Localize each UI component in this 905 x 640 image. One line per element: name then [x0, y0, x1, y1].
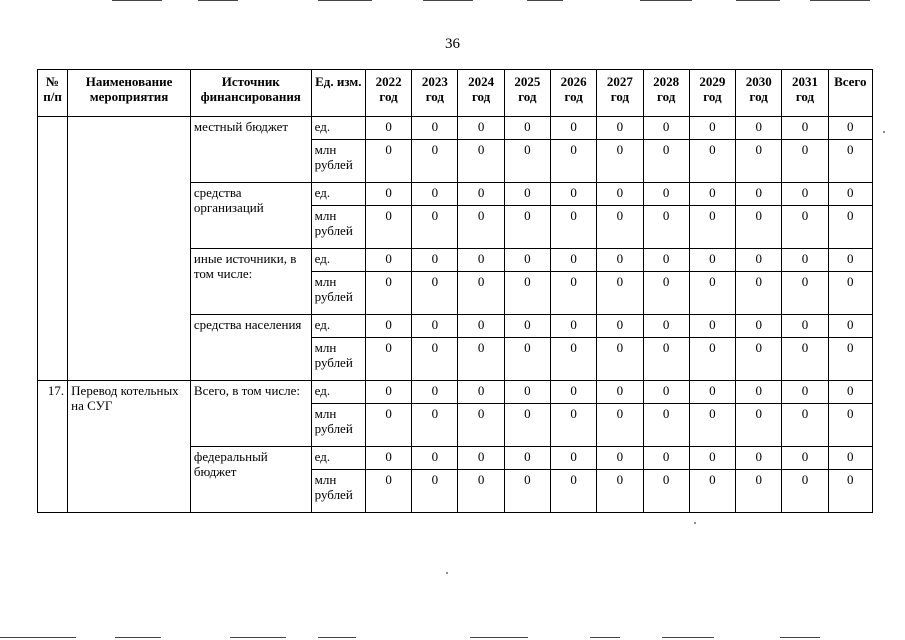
value-cell: 0 — [412, 338, 458, 381]
unit-cell: млн рублей — [311, 338, 365, 381]
value-cell: 0 — [412, 272, 458, 315]
value-cell: 0 — [412, 315, 458, 338]
value-cell: 0 — [782, 381, 828, 404]
value-cell: 0 — [643, 381, 689, 404]
value-cell: 0 — [412, 249, 458, 272]
value-cell: 0 — [736, 206, 782, 249]
value-cell: 0 — [643, 249, 689, 272]
value-cell: 0 — [458, 117, 504, 140]
value-cell: 0 — [458, 447, 504, 470]
value-cell: 0 — [643, 404, 689, 447]
value-cell: 0 — [365, 447, 411, 470]
value-cell: 0 — [458, 183, 504, 206]
value-cell: 0 — [412, 140, 458, 183]
value-cell: 0 — [782, 272, 828, 315]
value-cell: 0 — [782, 447, 828, 470]
value-cell: 0 — [736, 117, 782, 140]
value-cell: 0 — [736, 140, 782, 183]
value-cell: 0 — [597, 249, 643, 272]
value-cell: 0 — [504, 183, 550, 206]
value-cell: 0 — [504, 470, 550, 513]
header-row — [38, 70, 873, 117]
value-cell: 0 — [597, 404, 643, 447]
value-cell: 0 — [365, 206, 411, 249]
table-row — [38, 381, 873, 404]
scan-bottom-edge — [0, 637, 905, 639]
total-cell: 0 — [828, 206, 872, 249]
value-cell: 0 — [782, 470, 828, 513]
unit-cell: млн рублей — [311, 140, 365, 183]
unit-cell: млн рублей — [311, 470, 365, 513]
value-cell: 0 — [412, 404, 458, 447]
value-cell: 0 — [643, 315, 689, 338]
financing-table — [37, 69, 873, 513]
value-cell: 0 — [597, 117, 643, 140]
value-cell: 0 — [643, 338, 689, 381]
value-cell: 0 — [597, 381, 643, 404]
value-cell: 0 — [736, 470, 782, 513]
value-cell: 0 — [689, 338, 735, 381]
header-year-2029: 2029 год — [689, 70, 735, 117]
value-cell: 0 — [365, 381, 411, 404]
unit-cell: ед. — [311, 117, 365, 140]
value-cell: 0 — [643, 447, 689, 470]
scan-speck — [446, 572, 448, 574]
value-cell: 0 — [365, 404, 411, 447]
total-cell: 0 — [828, 381, 872, 404]
value-cell: 0 — [689, 381, 735, 404]
value-cell: 0 — [504, 249, 550, 272]
total-cell: 0 — [828, 183, 872, 206]
value-cell: 0 — [458, 381, 504, 404]
value-cell: 0 — [412, 117, 458, 140]
value-cell: 0 — [504, 338, 550, 381]
value-cell: 0 — [643, 183, 689, 206]
total-cell: 0 — [828, 117, 872, 140]
value-cell: 0 — [412, 381, 458, 404]
row-number: 17. — [38, 381, 68, 513]
value-cell: 0 — [736, 381, 782, 404]
value-cell: 0 — [412, 470, 458, 513]
header-year-2022: 2022 год — [365, 70, 411, 117]
unit-cell: ед. — [311, 381, 365, 404]
value-cell: 0 — [458, 315, 504, 338]
value-cell: 0 — [689, 470, 735, 513]
header-year-2023: 2023 год — [412, 70, 458, 117]
value-cell: 0 — [689, 117, 735, 140]
value-cell: 0 — [736, 183, 782, 206]
row-number — [38, 117, 68, 381]
value-cell: 0 — [736, 249, 782, 272]
unit-cell: ед. — [311, 183, 365, 206]
value-cell: 0 — [782, 140, 828, 183]
value-cell: 0 — [412, 206, 458, 249]
value-cell: 0 — [551, 206, 597, 249]
value-cell: 0 — [504, 140, 550, 183]
total-cell: 0 — [828, 272, 872, 315]
funding-source: средства населения — [190, 315, 311, 381]
value-cell: 0 — [736, 315, 782, 338]
header-total: Всего — [828, 70, 872, 117]
value-cell: 0 — [597, 315, 643, 338]
value-cell: 0 — [597, 447, 643, 470]
funding-source: Всего, в том числе: — [190, 381, 311, 447]
value-cell: 0 — [551, 117, 597, 140]
value-cell: 0 — [504, 381, 550, 404]
value-cell: 0 — [782, 183, 828, 206]
value-cell: 0 — [551, 338, 597, 381]
value-cell: 0 — [551, 470, 597, 513]
unit-cell: млн рублей — [311, 206, 365, 249]
value-cell: 0 — [689, 206, 735, 249]
value-cell: 0 — [782, 315, 828, 338]
unit-cell: ед. — [311, 315, 365, 338]
value-cell: 0 — [504, 404, 550, 447]
value-cell: 0 — [736, 447, 782, 470]
value-cell: 0 — [643, 206, 689, 249]
value-cell: 0 — [597, 206, 643, 249]
value-cell: 0 — [504, 117, 550, 140]
funding-source: иные источники, в том числе: — [190, 249, 311, 315]
header-num: № п/п — [38, 70, 68, 117]
value-cell: 0 — [782, 249, 828, 272]
value-cell: 0 — [551, 447, 597, 470]
scan-speck — [694, 522, 696, 524]
table-body — [38, 117, 873, 513]
value-cell: 0 — [365, 272, 411, 315]
value-cell: 0 — [689, 249, 735, 272]
value-cell: 0 — [551, 272, 597, 315]
value-cell: 0 — [736, 404, 782, 447]
value-cell: 0 — [597, 470, 643, 513]
value-cell: 0 — [504, 206, 550, 249]
value-cell: 0 — [458, 470, 504, 513]
total-cell: 0 — [828, 470, 872, 513]
value-cell: 0 — [458, 206, 504, 249]
measure-name — [68, 117, 191, 381]
value-cell: 0 — [689, 272, 735, 315]
value-cell: 0 — [551, 404, 597, 447]
value-cell: 0 — [365, 183, 411, 206]
header-source: Источник финансирования — [190, 70, 311, 117]
value-cell: 0 — [689, 447, 735, 470]
value-cell: 0 — [458, 404, 504, 447]
value-cell: 0 — [736, 338, 782, 381]
measure-name: Перевод котельных на СУГ — [68, 381, 191, 513]
total-cell: 0 — [828, 447, 872, 470]
value-cell: 0 — [597, 140, 643, 183]
value-cell: 0 — [458, 338, 504, 381]
value-cell: 0 — [551, 140, 597, 183]
value-cell: 0 — [551, 249, 597, 272]
value-cell: 0 — [365, 315, 411, 338]
unit-cell: млн рублей — [311, 272, 365, 315]
value-cell: 0 — [412, 183, 458, 206]
value-cell: 0 — [365, 249, 411, 272]
header-year-2030: 2030 год — [736, 70, 782, 117]
header-year-2025: 2025 год — [504, 70, 550, 117]
value-cell: 0 — [597, 338, 643, 381]
funding-source: местный бюджет — [190, 117, 311, 183]
value-cell: 0 — [782, 117, 828, 140]
funding-source: федеральный бюджет — [190, 447, 311, 513]
header-year-2027: 2027 год — [597, 70, 643, 117]
value-cell: 0 — [365, 140, 411, 183]
header-unit: Ед. изм. — [311, 70, 365, 117]
unit-cell: ед. — [311, 249, 365, 272]
value-cell: 0 — [504, 315, 550, 338]
total-cell: 0 — [828, 315, 872, 338]
value-cell: 0 — [504, 447, 550, 470]
total-cell: 0 — [828, 140, 872, 183]
value-cell: 0 — [689, 140, 735, 183]
value-cell: 0 — [736, 272, 782, 315]
value-cell: 0 — [458, 140, 504, 183]
header-year-2026: 2026 год — [551, 70, 597, 117]
value-cell: 0 — [412, 447, 458, 470]
header-measure: Наименование мероприятия — [68, 70, 191, 117]
value-cell: 0 — [643, 140, 689, 183]
value-cell: 0 — [551, 315, 597, 338]
value-cell: 0 — [643, 117, 689, 140]
total-cell: 0 — [828, 404, 872, 447]
value-cell: 0 — [551, 381, 597, 404]
value-cell: 0 — [458, 249, 504, 272]
value-cell: 0 — [782, 206, 828, 249]
header-year-2028: 2028 год — [643, 70, 689, 117]
table-row — [38, 117, 873, 140]
page-number: 36 — [445, 36, 460, 52]
value-cell: 0 — [504, 272, 550, 315]
value-cell: 0 — [597, 272, 643, 315]
value-cell: 0 — [782, 404, 828, 447]
value-cell: 0 — [551, 183, 597, 206]
value-cell: 0 — [643, 272, 689, 315]
value-cell: 0 — [689, 404, 735, 447]
value-cell: 0 — [597, 183, 643, 206]
unit-cell: ед. — [311, 447, 365, 470]
value-cell: 0 — [365, 470, 411, 513]
header-year-2031: 2031 год — [782, 70, 828, 117]
funding-source: средства организаций — [190, 183, 311, 249]
scan-speck — [883, 131, 885, 133]
scan-top-edge — [0, 0, 905, 2]
value-cell: 0 — [365, 338, 411, 381]
header-year-2024: 2024 год — [458, 70, 504, 117]
value-cell: 0 — [782, 338, 828, 381]
total-cell: 0 — [828, 338, 872, 381]
value-cell: 0 — [689, 183, 735, 206]
unit-cell: млн рублей — [311, 404, 365, 447]
value-cell: 0 — [365, 117, 411, 140]
value-cell: 0 — [689, 315, 735, 338]
value-cell: 0 — [643, 470, 689, 513]
value-cell: 0 — [458, 272, 504, 315]
total-cell: 0 — [828, 249, 872, 272]
